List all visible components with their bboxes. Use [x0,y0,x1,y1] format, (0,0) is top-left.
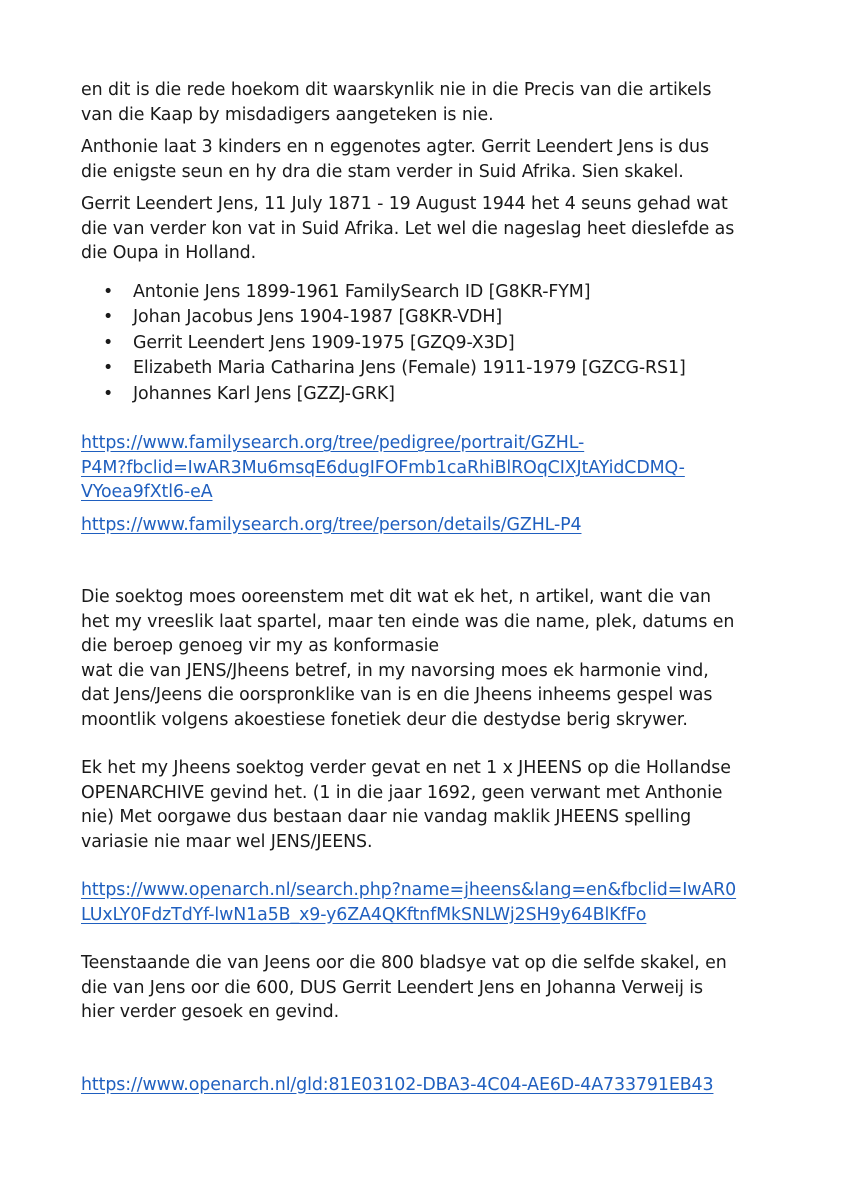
paragraph-jheens [81,756,781,854]
paragraph-precis [81,78,781,127]
list-item [103,382,781,408]
bullet-icon: • [103,281,114,302]
text-line: die Oupa in Holland. [81,243,257,263]
text-line: variasie nie maar wel JENS/JEENS. [81,831,373,852]
paragraph-search [81,585,781,732]
text-line: van die Kaap by misdadigers aangeteken is nie. [81,104,494,125]
openarch-search-link-line[interactable]: LUxLY0FdzTdYf-lwN1a5B_x9-y6ZA4QKftnfMkSNLWj2SH9y64BlKfFo [81,904,647,925]
openarch-search-link-line[interactable]: https://www.openarch.nl/search.php?name=jheens&lang=en&fbclid=IwAR0 [81,880,737,900]
familysearch-pedigree-link-block [81,431,781,505]
openarch-record-link[interactable]: https://www.openarch.nl/gld:81E03102-DBA3-4C04-AE6D-4A733791EB43 [81,1074,714,1095]
bullet-icon: • [103,332,114,353]
openarch-search-link-block [81,878,781,927]
list-item-text: Antonie Jens 1899-1961 FamilySearch ID [G8KR-FYM] [133,281,591,302]
familysearch-person-link[interactable]: https://www.familysearch.org/tree/person/details/GZHL-P4 [81,514,582,535]
text-line: wat die van JENS/Jheens betref, in my navorsing moes ek harmonie vind, [81,660,709,681]
list-item-text: Johannes Karl Jens [GZZJ-GRK] [133,383,395,404]
text-line: die van verder kon vat in Suid Afrika. Let wel die nageslag heet dieslefde as [81,218,735,239]
paragraph-gerrit [81,192,781,266]
text-line: en dit is die rede hoekom dit waarskynlik nie in die Precis van die artikels [81,80,712,100]
text-line: hier verder gesoek en gevind. [81,1002,340,1022]
text-line: het my vreeslik laat spartel, maar ten einde was die name, plek, datums en [81,611,735,632]
text-line: Gerrit Leendert Jens, 11 July 1871 - 19 August 1944 het 4 seuns gehad wat [81,194,728,214]
text-line: die van Jens oor die 600, DUS Gerrit Leendert Jens en Johanna Verweij is [81,977,703,998]
text-line: Anthonie laat 3 kinders en n eggenotes agter. Gerrit Leendert Jens is dus [81,137,709,157]
text-line: nie) Met oorgawe dus bestaan daar nie vandag maklik JHEENS spelling [81,807,692,827]
bullet-icon: • [103,358,114,378]
text-line: Ek het my Jheens soektog verder gevat en net 1 x JHEENS op die Hollandse [81,758,731,778]
list-item-text: Elizabeth Maria Catharina Jens (Female) 1911-1979 [GZCG-RS1] [133,358,686,378]
text-line: Teenstaande die van Jeens oor die 800 bladsye vat op die selfde skakel, en [81,953,727,973]
text-line: dat Jens/Jeens die oorspronklike van is en die Jheens inheems gespel was [81,685,713,705]
paragraph-conclusion [81,951,781,1025]
familysearch-pedigree-link-line[interactable]: VYoea9fXtl6-eA [81,482,213,502]
text-line: OPENARCHIVE gevind het. (1 in die jaar 1692, geen verwant met Anthonie [81,782,723,803]
list-item [103,305,781,331]
children-list [81,280,781,408]
text-line: die enigste seun en hy dra die stam verder in Suid Afrika. Sien skakel. [81,161,684,182]
bullet-icon: • [103,383,114,404]
familysearch-pedigree-link-line[interactable]: P4M?fbclid=IwAR3Mu6msqE6dugIFOFmb1caRhiBlROqCIXJtAYidCDMQ- [81,457,685,478]
bullet-icon: • [103,307,114,327]
text-line: Die soektog moes ooreenstem met dit wat ek het, n artikel, want die van [81,587,711,607]
paragraph-children [81,135,781,184]
list-item [103,356,781,382]
list-item-text: Johan Jacobus Jens 1904-1987 [G8KR-VDH] [133,307,503,327]
document-page [81,78,781,1097]
familysearch-pedigree-link-line[interactable]: https://www.familysearch.org/tree/pedigree/portrait/GZHL- [81,433,585,453]
list-item [103,331,781,357]
list-item [103,280,781,306]
text-line: moontlik volgens akoestiese fonetiek deur die destydse berig skrywer. [81,709,688,730]
text-line: die beroep genoeg vir my as konformasie [81,636,439,656]
list-item-text: Gerrit Leendert Jens 1909-1975 [GZQ9-X3D] [133,332,515,353]
